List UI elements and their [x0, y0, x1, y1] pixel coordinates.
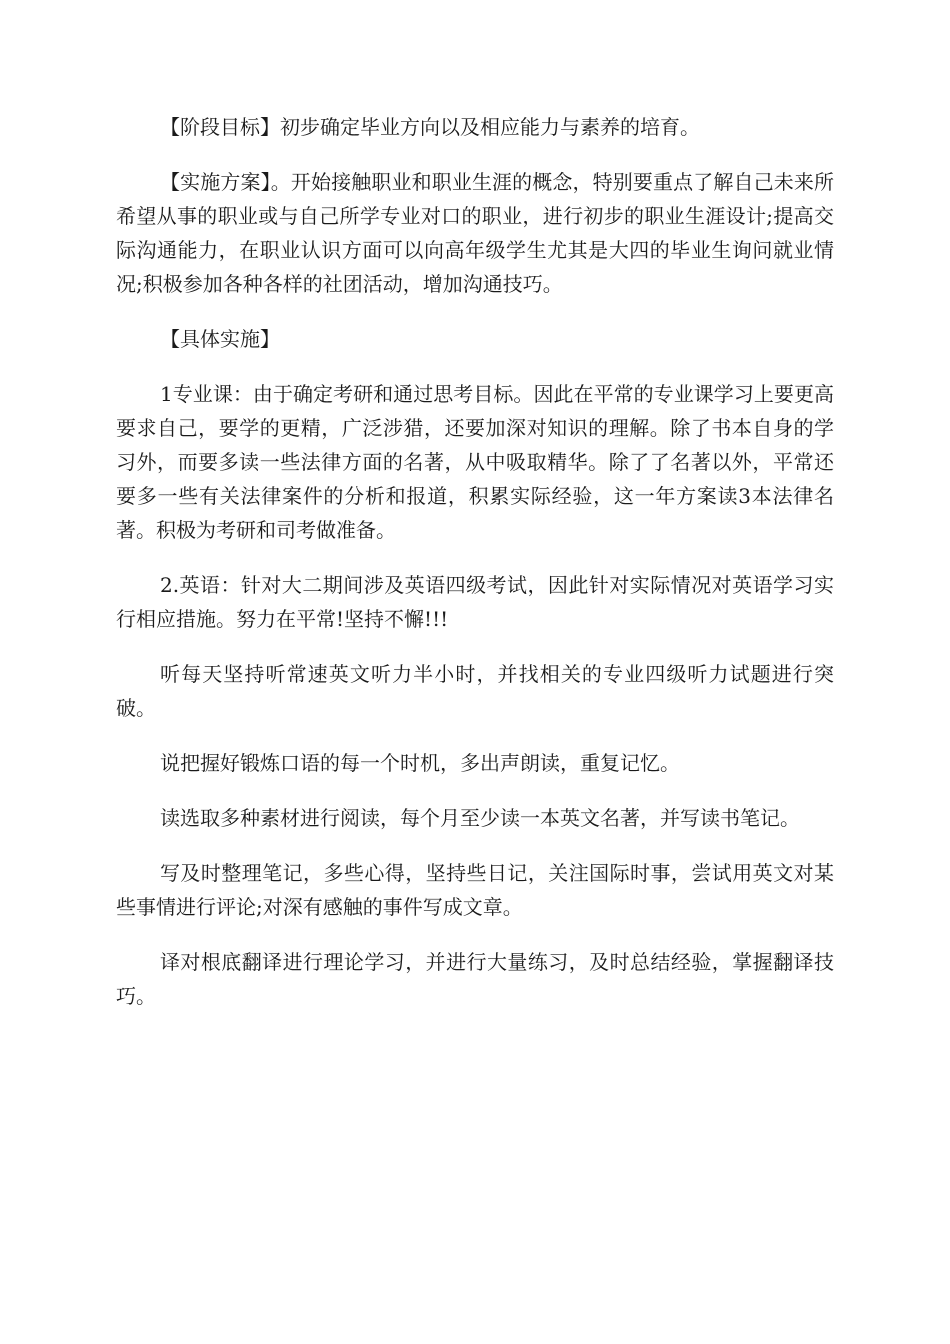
paragraph-major-course: 1专业课：由于确定考研和通过思考目标。因此在平常的专业课学习上要更高要求自己，要学的更精，广泛涉猎，还要加深对知识的理解。除了书本自身的学习外，而要多读一些法律方面的名著，从中吸取精华。除了了名著以外，平常还要多一些有关法律案件的分析和报道，积累实际经验，这一年方案读3本法律名著。积极为考研和司考做准备。 — [116, 382, 834, 542]
paragraph-speaking: 说把握好锻炼口语的每一个时机，多出声朗读，重复记忆。 — [160, 751, 680, 775]
document-body — [116, 110, 834, 1034]
paragraph-translation: 译对根底翻译进行理论学习，并进行大量练习，及时总结经验，掌握翻译技巧。 — [116, 950, 834, 1008]
paragraph-english: 2.英语：针对大二期间涉及英语四级考试，因此针对实际情况对英语学习实行相应措施。努力在平常!坚持不懈!!! — [116, 573, 834, 631]
paragraph-stage-goal: 【阶段目标】初步确定毕业方向以及相应能力与素养的培育。 — [160, 115, 700, 139]
paragraph-writing: 写及时整理笔记，多些心得，坚持些日记，关注国际时事，尝试用英文对某些事情进行评论;对深有感触的事件写成文章。 — [116, 861, 834, 919]
paragraph-specific-heading: 【具体实施】 — [160, 327, 280, 351]
paragraph-listening: 听每天坚持听常速英文听力半小时，并找相关的专业四级听力试题进行突破。 — [116, 662, 834, 720]
paragraph-reading: 读选取多种素材进行阅读，每个月至少读一本英文名著，并写读书笔记。 — [160, 806, 800, 830]
paragraph-implementation-plan: 【实施方案】。开始接触职业和职业生涯的概念，特别要重点了解自己未来所希望从事的职业或与自己所学专业对口的职业，进行初步的职业生涯设计;提高交际沟通能力，在职业认识方面可以向高年级学生尤其是大四的毕业生询问就业情况;积极参加各种各样的社团活动，增加沟通技巧。 — [116, 170, 834, 296]
